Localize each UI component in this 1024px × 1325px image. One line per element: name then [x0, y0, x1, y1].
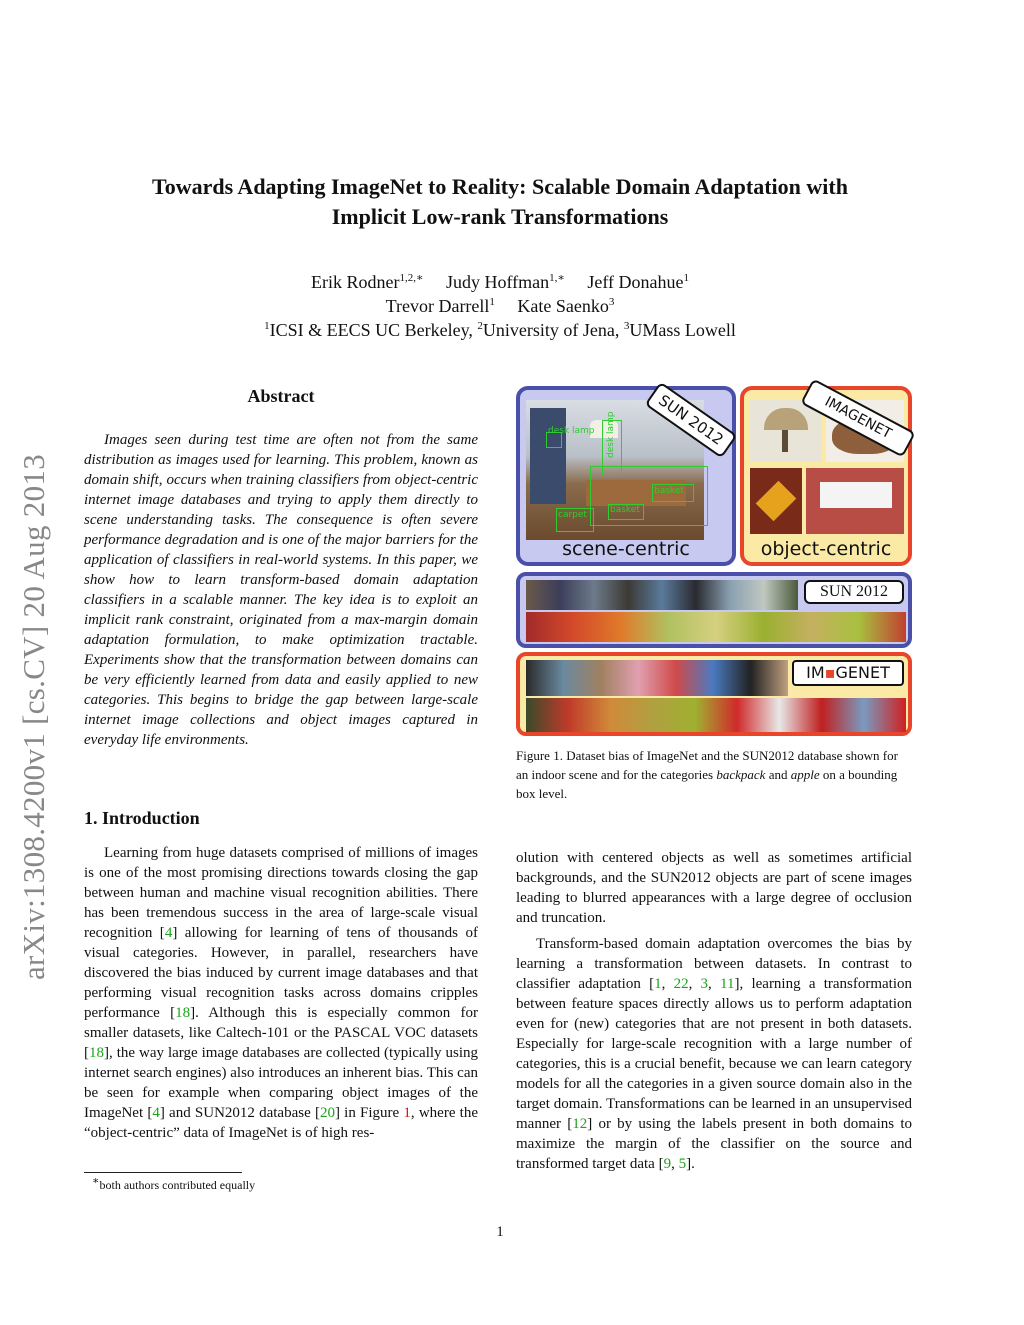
bbox-label: desk lamp: [548, 426, 595, 436]
author-sup: 1,∗: [549, 272, 565, 284]
citation-link[interactable]: 5: [678, 1156, 687, 1172]
imagenet-tag-part: GENET: [835, 663, 890, 682]
arxiv-sidebar-id: arXiv:1308.4200v1 [cs.CV] 20 Aug 2013: [16, 453, 51, 980]
imagenet-tag-part: IM: [806, 663, 825, 682]
right-column-text: [516, 848, 912, 1174]
imagenet-dots-icon: ▪: [824, 663, 836, 682]
author-name: Erik Rodner: [310, 272, 400, 292]
scene-centric-label: scene-centric: [562, 538, 690, 560]
figure-caption: Figure 1. Dataset bias of ImageNet and the SUN2012 database shown for an indoor scene and for the categories backpack and apple on a bounding box level.: [516, 748, 898, 801]
figure-1: [516, 386, 912, 740]
author-sup: 1: [489, 296, 495, 308]
sun2012-tag: SUN 2012: [644, 382, 737, 459]
author-line-2: [100, 294, 900, 318]
citation-link[interactable]: 4: [164, 925, 173, 941]
abstract-heading: Abstract: [247, 386, 315, 406]
citation-link[interactable]: 3: [700, 976, 709, 992]
intro-paragraph: Learning from huge datasets comprised of millions of images is one of the most promising directions towards closing the gap between human and machine visual recognition abilities. There has been tremendous success in the area of large-scale visual recognition [4] allowing for learning of tens of thousands of visual categories. However, in parallel, researchers have discovered the bias induced by current image databases and that performing visual recognition tasks across domains cripples performance [18]. Although this is especially common for smaller datasets, like Caltech-101 or the PASCAL VOC datasets [18], the way large image databases are collected (typically using internet search engines) also introduces an inherent bias. This can be seen for example when comparing object images of the ImageNet [4] and SUN2012 database [20] in Figure 1, where the “object-centric” data of ImageNet is of high res-: [84, 845, 479, 1141]
lamp-shade: [764, 408, 808, 430]
imagenet-strip: [516, 652, 912, 736]
footnote: [92, 1175, 256, 1193]
sun-apple-row: [526, 612, 906, 642]
right-cont-paragraph: olution with centered objects as well as sometimes artificial backgrounds, and the SUN2012 objects are part of scene images leading to blurred appearances with a large degree of occlusion and truncation.: [516, 850, 912, 926]
citation-link[interactable]: 18: [175, 1005, 191, 1021]
footnote-mark: ∗: [92, 1175, 100, 1187]
page-number: 1: [496, 1224, 504, 1240]
abstract-text: [84, 430, 478, 750]
affil-text: UMass Lowell: [629, 320, 736, 340]
affil-text: ICSI & EECS UC Berkeley,: [269, 320, 478, 340]
footnote-rule: [84, 1172, 242, 1173]
table-top: [820, 482, 892, 508]
abstract-paragraph: Images seen during test time are often not from the same distribution as images used for learning. This problem, known as domain shift, occurs when training classifiers from object-centric internet image databases and trying to apply them directly to scene understanding tasks. The consequence is often severe performance degradation and is one of the major barriers for the application of classifiers in real-world systems. In this paper, we show how to learn transform-based domain adaptation classifiers in a scalable manner. The key idea is to exploit an implicit rank constraint, originated from a max-margin domain adaptation formulation, to make optimization tractable. Experiments show that the transformation between domains can be very efficiently learned from data and easily applied to new categories. This begins to bridge the gap between large-scale internet image collections and object images captured in everyday life environments.: [84, 432, 478, 748]
bbox-label: desk lamp: [606, 411, 616, 458]
scene-centric-panel: [516, 386, 736, 566]
affiliations: [100, 318, 900, 342]
title-line-2: Implicit Low-rank Transformations: [331, 204, 669, 229]
bbox-label: basket: [610, 505, 640, 515]
figure-link[interactable]: 1: [403, 1105, 411, 1121]
sun2012-strip-tag: SUN 2012: [804, 580, 904, 604]
author-name: Kate Saenko: [517, 296, 609, 316]
author-sup: 1: [683, 272, 689, 284]
title-line-1: Towards Adapting ImageNet to Reality: Scalable Domain Adaptation with: [152, 174, 848, 199]
sun-backpack-row: [526, 580, 798, 610]
object-centric-label: object-centric: [760, 538, 892, 560]
footnote-text: both authors contributed equally: [99, 1178, 256, 1192]
author-sup: 1,2,∗: [399, 272, 424, 284]
paper-title: [60, 172, 940, 232]
citation-link[interactable]: 12: [572, 1116, 588, 1132]
affil-sup: 3: [623, 320, 630, 332]
imagenet-apple-row: [526, 698, 906, 732]
imagenet-strip-tag: [792, 660, 904, 686]
right-paragraph-2: Transform-based domain adaptation overcomes the bias by learning a transformation between datasets. In contrast to classifier adaptation [1, 22, 3, 11], learning a transformation between feature spaces directly allows us to perform adaptation even for (new) categories that are not present in both datasets. Especially for large-scale recognition with a large number of categories, this is a crucial benefit, because we can learn category models for all the categories in a given source domain also in the target domain. Transformations can be learned in an unsupervised manner [12] or by using the labels present in both domains to maximize the margin of the classifier on the source and transformed target data [9, 5].: [516, 936, 913, 1172]
author-name: Judy Hoffman: [445, 272, 550, 292]
sun2012-strip: [516, 572, 912, 648]
citation-link[interactable]: 20: [319, 1105, 335, 1121]
citation-link[interactable]: 4: [152, 1105, 160, 1121]
carpet-photo: [750, 468, 802, 534]
author-name: Trevor Darrell: [385, 296, 490, 316]
imagenet-backpack-row: [526, 660, 788, 696]
author-name: Jeff Donahue: [587, 272, 684, 292]
author-sup: 3: [608, 296, 615, 308]
intro-heading: 1. Introduction: [84, 808, 200, 828]
carpet-pattern: [756, 481, 797, 522]
citation-link[interactable]: 11: [720, 976, 735, 992]
lamp-stem: [782, 430, 788, 452]
affil-text: University of Jena,: [482, 320, 624, 340]
imagenet-tag: IMAGENET: [800, 378, 916, 457]
intro-text: [84, 843, 478, 1143]
author-line-1: [100, 270, 900, 294]
bbox-label: carpet: [558, 510, 587, 520]
citation-link[interactable]: 9: [663, 1156, 672, 1172]
citation-link[interactable]: 18: [89, 1045, 104, 1061]
affil-sup: 1: [264, 320, 270, 332]
window-shape: [530, 408, 566, 504]
affil-sup: 2: [477, 320, 483, 332]
citation-link[interactable]: 22: [673, 976, 689, 992]
object-centric-panel: [740, 386, 912, 566]
bbox-label: basket: [654, 486, 684, 496]
table-photo: [806, 468, 904, 534]
citation-link[interactable]: 1: [654, 976, 662, 992]
